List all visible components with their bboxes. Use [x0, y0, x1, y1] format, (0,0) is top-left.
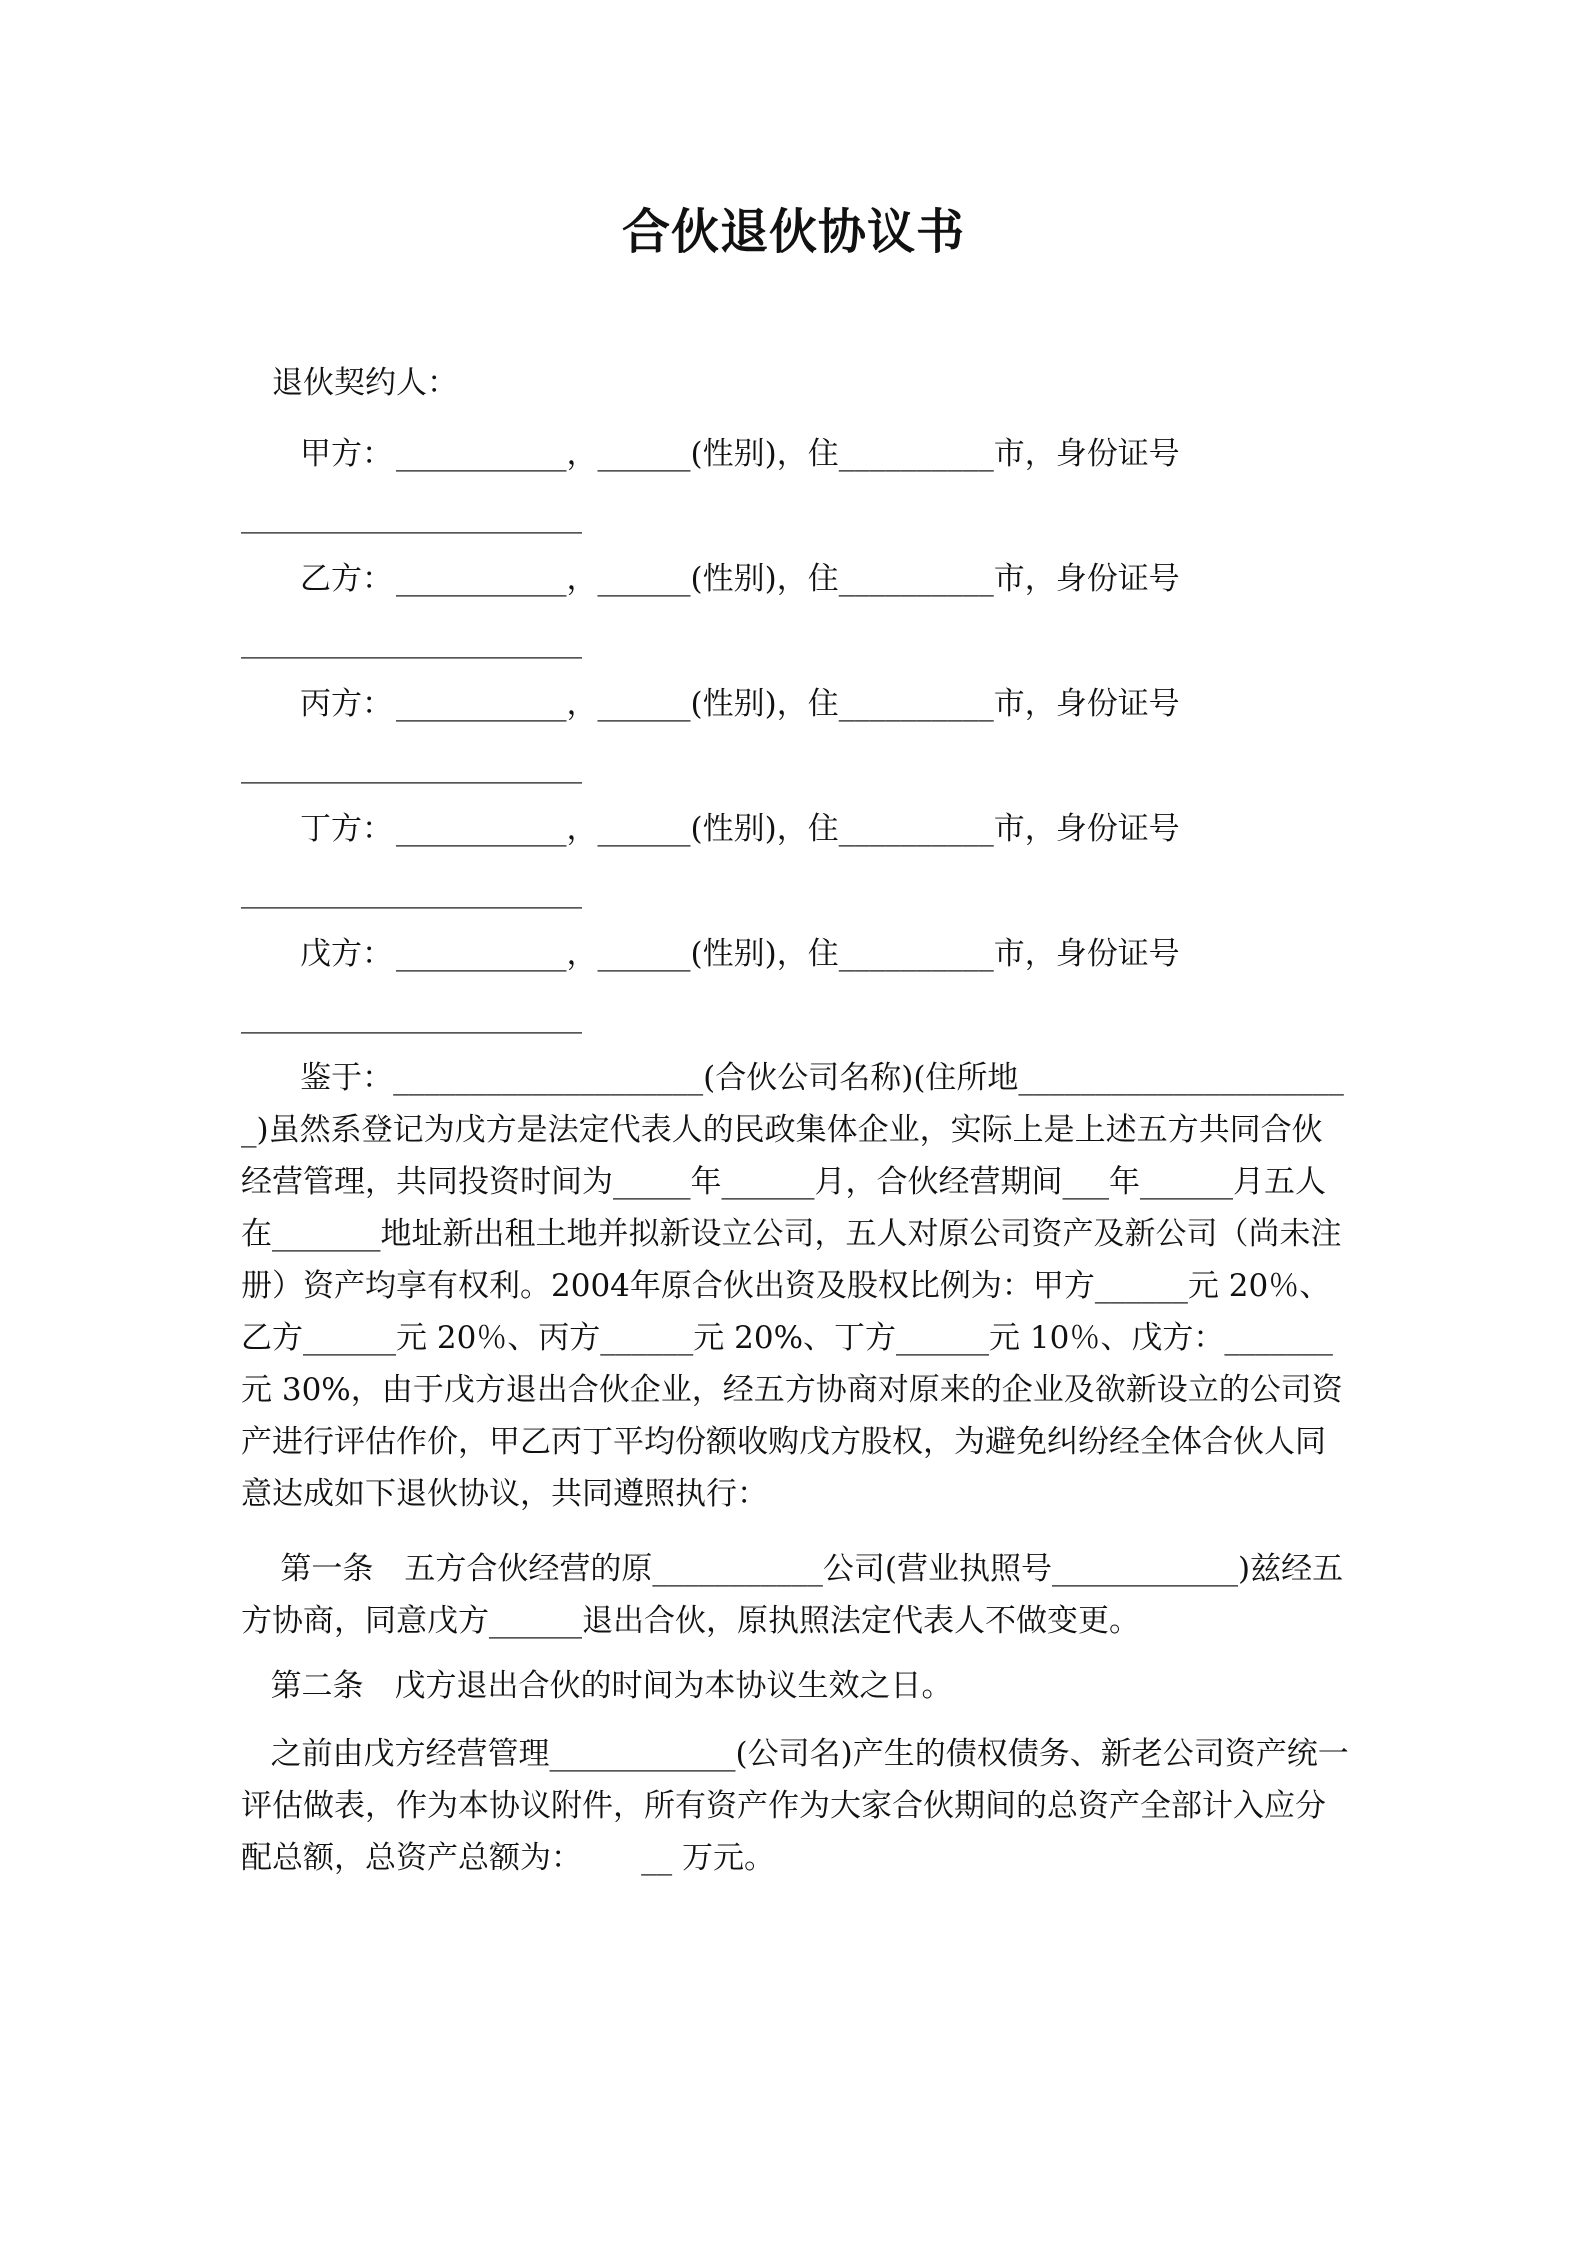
id-number-blank: ______________________: [241, 498, 582, 534]
party-label: 丁方：: [300, 811, 393, 847]
id-number-blank: ______________________: [241, 998, 582, 1034]
recital-paragraph: 鉴于：____________________(合伙公司名称)(住所地______________________)虽然系登记为戊方是法定代表人的民政集体企业，实际上是上述五方共同合伙经营管理，共同投资时间为_____年______月，合伙经营期间___年______月五人在_______地址新出租土地并拟新设立公司，五人对原公司资产及新公司（尚未注册）资产均享有权利。2004年原合伙出资及股权比例为：甲方______元 20％、乙方______元 20％、丙方______元 20%、丁方______元 10％、戊方：_______元 30%，由于戊方退出合伙企业，经五方协商对原来的企业及欲新设立的公司资产进行评估作价，甲乙丙丁平均份额收购戊方股权，为避免纠纷经全体合伙人同意达成如下退伙协议，共同遵照执行：: [241, 1060, 1344, 1512]
article-2-paragraph: 第二条 戊方退出合伙的时间为本协议生效之日。: [241, 1668, 953, 1704]
party-details: ___________，______(性别)，住__________市，身份证号: [396, 561, 1180, 597]
party-details: ___________，______(性别)，住__________市，身份证号: [396, 686, 1180, 722]
id-number-blank: ______________________: [241, 748, 582, 784]
document-title: 合伙退伙协议书: [621, 204, 965, 260]
intro-text: 退伙契约人：: [272, 365, 458, 401]
party-label: 甲方：: [300, 436, 393, 472]
party-details: ___________，______(性别)，住__________市，身份证号: [396, 811, 1180, 847]
article-1-paragraph: 第一条 五方合伙经营的原___________公司(营业执照号____________)兹经五方协商，同意戊方______退出合伙，原执照法定代表人不做变更。: [241, 1551, 1344, 1639]
id-number-blank: ______________________: [241, 623, 582, 659]
party-label: 乙方：: [300, 561, 393, 597]
party-details: ___________，______(性别)，住__________市，身份证号: [396, 436, 1180, 472]
party-label: 丙方：: [300, 686, 393, 722]
assets-paragraph: 之前由戊方经营管理____________(公司名)产生的债权债务、新老公司资产统一评估做表，作为本协议附件，所有资产作为大家合伙期间的总资产全部计入应分配总额，总资产总额为： __ 万元。: [241, 1736, 1349, 1876]
id-number-blank: ______________________: [241, 873, 582, 909]
party-details: ___________，______(性别)，住__________市，身份证号: [396, 936, 1180, 972]
party-label: 戊方：: [300, 936, 393, 972]
